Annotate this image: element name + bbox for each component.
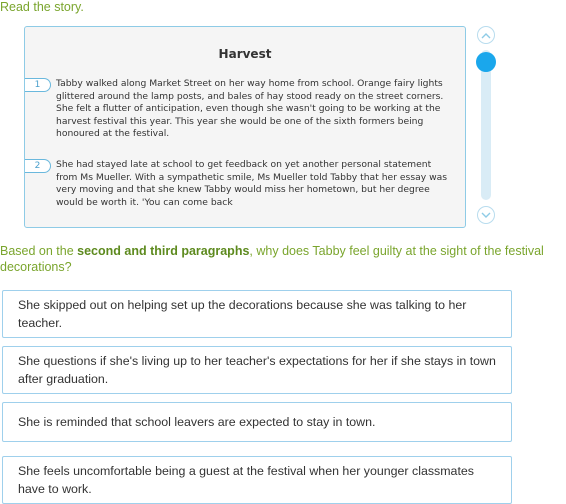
question-emphasis: second and third paragraphs (77, 244, 250, 258)
answer-choice-1[interactable]: She skipped out on helping set up the decorations because she was talking to her teacher. (2, 290, 512, 338)
paragraph-text: Tabby walked along Market Street on her way home from school. Orange fairy lights glittered around the lamp posts, and bales of hay stood ready on the street corners. She felt a flutter of anticipation, even though she wasn't going to be working at the harvest festival this year. This year she would be one of the sixth formers being honoured at the festival. (56, 78, 444, 140)
scroll-thumb[interactable] (476, 52, 496, 72)
answer-choice-2[interactable]: She questions if she's living up to her teacher's expectations for her if she stays in town after graduation. (2, 346, 512, 394)
paragraph-number-badge: 2 (25, 159, 51, 173)
question-text (0, 243, 566, 275)
answer-choice-3[interactable]: She is reminded that school leavers are expected to stay in town. (2, 402, 512, 442)
answer-choice-4[interactable]: She feels uncomfortable being a guest at the festival when her younger classmates have to work. (2, 456, 512, 504)
chevron-up-icon (481, 32, 491, 39)
scroll-track[interactable] (481, 50, 491, 200)
scroll-up-button[interactable] (477, 26, 495, 44)
question-suffix: , why does Tabby feel guilty at the sight of the festival decorations? (0, 244, 544, 274)
scroll-down-button[interactable] (477, 206, 495, 224)
paragraph-number-badge: 1 (25, 78, 51, 92)
chevron-down-icon (481, 212, 491, 219)
instruction-text: Read the story. (0, 0, 84, 14)
paragraph-text: She had stayed late at school to get feedback on yet another personal statement from Ms Mueller. With a sympathetic smile, Ms Mueller told Tabby that her essay was very moving and that she knew Tabby would miss her hometown, but her degree would be worth it. 'You can come back (56, 159, 448, 208)
story-panel[interactable] (24, 26, 466, 228)
question-prefix: Based on the (0, 244, 78, 258)
story-scrollbar[interactable] (476, 26, 498, 228)
story-title: Harvest (218, 47, 272, 61)
